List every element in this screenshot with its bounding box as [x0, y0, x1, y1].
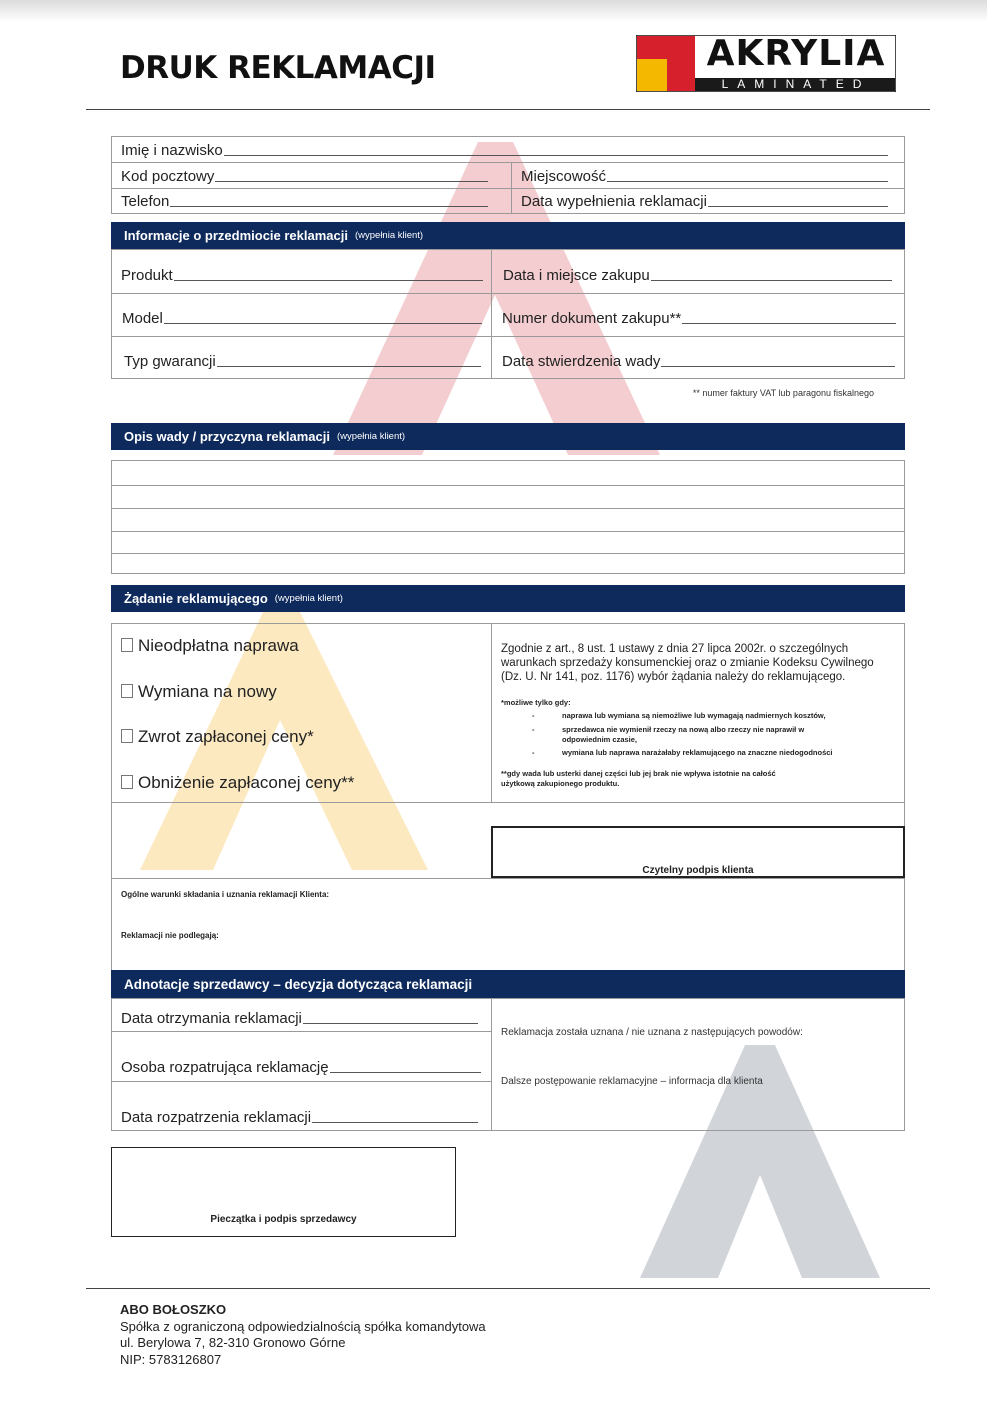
- defect-section-header: [111, 423, 905, 450]
- signature-area-border: [111, 803, 112, 970]
- row-divider: [111, 878, 905, 879]
- decision-label: Reklamacja została uznana / nie uznana z następujących powodów:: [501, 1027, 803, 1038]
- model-field[interactable]: [122, 307, 482, 327]
- checkbox-icon: [121, 729, 133, 743]
- possible-item: - naprawa lub wymiana są niemożliwe lub wymagają nadmiernych kosztów,: [532, 711, 826, 720]
- checkbox-icon: [121, 775, 133, 789]
- name-label: Imię i nazwisko: [121, 142, 223, 159]
- top-shade: [0, 0, 987, 22]
- name-field[interactable]: [121, 141, 888, 159]
- excluded-label: Reklamacji nie podlegają:: [121, 931, 219, 940]
- model-label: Model: [122, 310, 163, 327]
- row-divider: [111, 162, 905, 163]
- writing-line: [111, 485, 905, 486]
- defect-section-note: (wypełnia klient): [336, 431, 406, 442]
- demand-section-header: [111, 585, 905, 612]
- company-address: ul. Berylowa 7, 82-310 Gronowo Górne: [120, 1335, 346, 1350]
- company-form: Spółka z ograniczoną odpowiedzialnością spółka komandytowa: [120, 1318, 486, 1334]
- received-date-field[interactable]: [121, 1007, 478, 1027]
- seller-stamp-label: Pieczątka i podpis sprzedawcy: [210, 1214, 357, 1225]
- city-label: Miejscowość: [521, 168, 607, 185]
- postcode-label: Kod pocztowy: [121, 168, 215, 185]
- received-date-label: Data otrzymania reklamacji: [121, 1010, 302, 1027]
- company-name: ABO BOŁOSZKO: [120, 1302, 227, 1317]
- demand-section-note: (wypełnia klient): [274, 593, 343, 604]
- next-steps-label: Dalsze postępowanie reklamacyjne – informacja dla klienta: [501, 1076, 763, 1087]
- option-free-repair[interactable]: Nieodpłatna naprawa: [121, 636, 299, 656]
- page-title: DRUK REKLAMACJI: [120, 50, 436, 86]
- row-divider: [111, 336, 905, 337]
- client-signature-label: Czytelny podpis klienta: [642, 865, 754, 876]
- product-section-title: Informacje o przedmiocie reklamacji: [124, 228, 348, 243]
- city-field[interactable]: [521, 167, 888, 185]
- checkbox-icon: [121, 638, 133, 652]
- defect-description-area[interactable]: [111, 460, 905, 574]
- possible-item: - wymiana lub naprawa narażałaby reklamującego na znaczne niedogodności: [532, 748, 833, 757]
- note2: **gdy wada lub usterki danej części lub jej brak nie wpływa istotnie na całość użytkową zakupionego produktu.: [501, 769, 776, 788]
- product-footnote: ** numer faktury VAT lub paragonu fiskalnego: [692, 388, 874, 398]
- brand-logo: [636, 35, 896, 92]
- header-divider: [86, 109, 930, 110]
- row-divider: [111, 1081, 491, 1082]
- defect-section-title: Opis wady / przyczyna reklamacji: [124, 429, 330, 444]
- purchase-doc-label: Numer dokument zakupu**: [502, 310, 682, 327]
- possible-header: *możliwe tylko gdy:: [501, 698, 571, 707]
- seller-section-header: [111, 970, 905, 998]
- logo-subtitle-text: LAMINATED: [721, 77, 871, 91]
- possible-item: - sprzedawca nie wymienił rzeczy na nową albo rzeczy nie naprawił w odpowiednim czasie,: [532, 725, 805, 744]
- purchase-label: Data i miejsce zakupu: [503, 267, 650, 284]
- product-section-note: (wypełnia klient): [354, 230, 424, 241]
- reviewer-field[interactable]: [121, 1056, 481, 1076]
- postcode-field[interactable]: [121, 167, 488, 185]
- review-date-field[interactable]: [121, 1106, 478, 1126]
- fill-date-field[interactable]: [521, 192, 888, 210]
- warranty-field[interactable]: [124, 350, 481, 370]
- option-refund[interactable]: Zwrot zapłaconej ceny*: [121, 727, 314, 747]
- product-field[interactable]: [121, 264, 483, 284]
- review-date-label: Data rozpatrzenia reklamacji: [121, 1109, 312, 1126]
- phone-label: Telefon: [121, 193, 170, 210]
- purchase-field[interactable]: [503, 264, 892, 284]
- defect-date-label: Data stwierdzenia wady: [502, 353, 661, 370]
- product-section-header: [111, 222, 905, 249]
- fill-date-label: Data wypełnienia reklamacji: [521, 193, 707, 210]
- demand-section-title: Żądanie reklamującego: [124, 591, 268, 606]
- option-price-reduction[interactable]: Obniżenie zapłaconej ceny**: [121, 773, 354, 793]
- phone-field[interactable]: [121, 192, 488, 210]
- row-divider: [111, 188, 905, 189]
- col-divider: [491, 249, 492, 379]
- writing-line: [111, 508, 905, 509]
- writing-line: [111, 553, 905, 554]
- logo-brand-text: AKRYLIA: [706, 33, 886, 74]
- legal-text: Zgodnie z art., 8 ust. 1 ustawy z dnia 27 lipca 2002r. o szczególnych warunkach sprzedaży konsumenckiej oraz o zmianie Kodeksu Cywilnego (Dz. U. Nr 141, poz. 1176) wybór żądania należy do reklamującego.: [501, 643, 874, 683]
- option-replacement[interactable]: Wymiana na nowy: [121, 682, 277, 702]
- general-conditions-label: Ogólne warunki składania i uznania reklamacji Klienta:: [121, 890, 330, 899]
- purchase-doc-field[interactable]: [502, 307, 896, 327]
- defect-date-field[interactable]: [502, 350, 895, 370]
- company-info: [120, 1302, 486, 1368]
- company-nip: NIP: 5783126807: [120, 1351, 222, 1367]
- footer-divider: [86, 1288, 930, 1289]
- warranty-label: Typ gwarancji: [124, 353, 216, 370]
- row-divider: [111, 1031, 491, 1032]
- seller-section-title: Adnotacje sprzedawcy – decyzja dotycząca reklamacji: [124, 976, 473, 992]
- writing-line: [111, 531, 905, 532]
- checkbox-icon: [121, 684, 133, 698]
- col-divider: [491, 998, 492, 1131]
- row-divider: [111, 293, 905, 294]
- product-label: Produkt: [121, 267, 173, 284]
- reviewer-label: Osoba rozpatrująca reklamację: [121, 1059, 329, 1076]
- col-divider: [511, 162, 512, 214]
